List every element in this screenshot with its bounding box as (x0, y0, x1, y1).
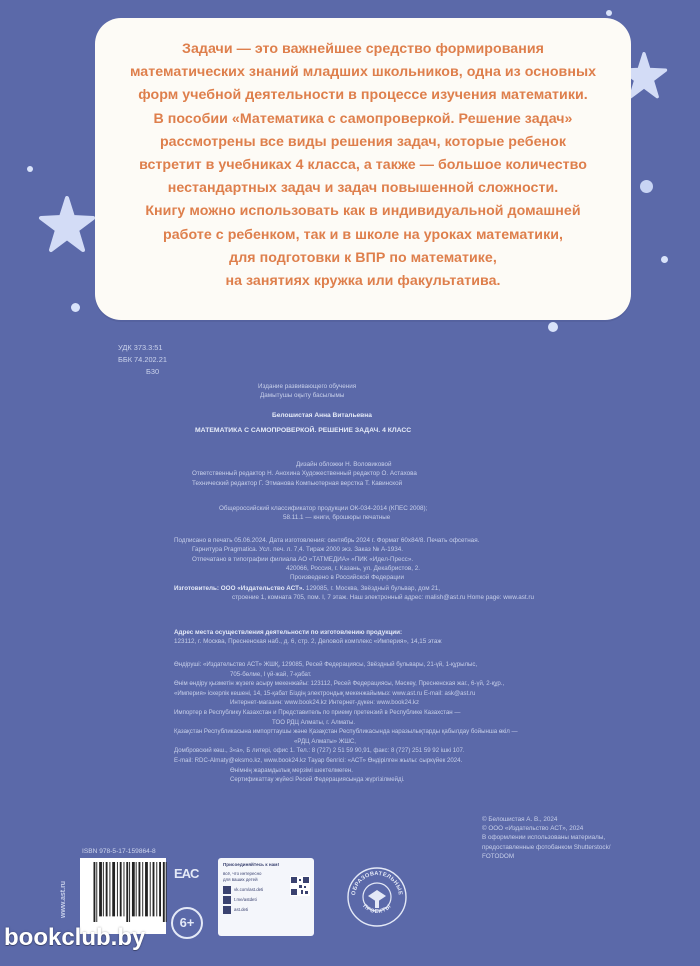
kz-line: Сертификаттау жүйесі Ресей Федерациясында жүргізілмейді. (230, 776, 405, 784)
kz-line: ТОО РДЦ Алматы, г. Алматы. (272, 718, 356, 726)
annotation-line: рассмотрены все виды решения задач, которые ребенок (159, 133, 567, 150)
classification-codes (118, 342, 167, 377)
print-line: Гарнитура Pragmatica. Усл. печ. л. 7,4. Тираж 2000 экз. Заказ № А-1934. (192, 546, 404, 554)
editors: Ответственный редактор Н. Анохина Художественный редактор О. Астахова (192, 470, 417, 478)
social-heading: Присоединяйтесь к нам! (223, 862, 280, 867)
edition-type-kz: Дамытушы оқыту басылымы (260, 392, 345, 400)
kz-line: Өнімнің жарамдылық мерзімі шектелмеген. (230, 766, 353, 774)
kz-info (174, 660, 518, 785)
copyright-note: предоставленные фотобанком Shutterstock/ (482, 843, 611, 851)
social-line: всё, что интересно (223, 871, 262, 876)
print-line: Подписано в печать 05.06.2024. Дата изготовления: сентябрь 2024 г. Формат 60х84/8. Печать офсетная. (174, 537, 480, 544)
annotation-line: Книгу можно использовать как в индивидуальной домашней (145, 203, 581, 220)
edition-type: Издание развивающего обучения (258, 383, 357, 390)
social-line: для ваших детей (223, 877, 258, 882)
telegram-icon (223, 896, 231, 904)
copyright-author: © Белошистая А. В., 2024 (482, 816, 558, 823)
print-line: 420066, Россия, г. Казань, ул. Декабристов, 2. (286, 564, 420, 572)
author-name: Белошистая Анна Витальевна (272, 412, 372, 419)
annotation-line: математических знаний младших школьников, одна из основных (129, 64, 597, 81)
made-in: Произведено в Российской Федерации (290, 574, 405, 582)
production-line: 123112, г. Москва, Пресненская наб., д. 6, стр. 2, Деловой комплекс «Империя», 14,15 этаж (174, 638, 442, 646)
qr-code-icon (290, 876, 310, 896)
annotation-line: для подготовки к ВПР по математике, (229, 249, 497, 266)
educational-projects-seal (346, 866, 408, 928)
isbn: ISBN 978-5-17-159864-8 (82, 848, 156, 855)
annotation-line: на занятиях кружка или факультатива. (225, 273, 501, 290)
annotation-text (95, 38, 631, 293)
kz-line: Өнім өндіру қызметін жүзеге асыру мекенжайы: 123112, Ресей Федерациясы, Мәскеу, Пресненская жаг., 6-үй, 2-құр., (174, 680, 505, 688)
production-address (174, 628, 442, 647)
kz-line: Домбровский көш., 3«а», Б литерi, офис 1. Тел.: 8 (727) 2 51 59 90,91, факс: 8 (727) 251 59 92 ішкі 107. (174, 747, 465, 755)
book-title: МАТЕМАТИКА С САМОПРОВЕРКОЙ. РЕШЕНИЕ ЗАДАЧ. 4 КЛАСС (195, 427, 412, 434)
credits (192, 460, 417, 488)
imprint-header (258, 382, 356, 401)
okpd-info (219, 504, 427, 523)
age-rating-badge: 6+ (171, 907, 203, 939)
seal-bottom-text: ПРОЕКТЫ (361, 903, 393, 916)
manufacturer (174, 584, 534, 603)
kz-line: E-mail: RDC-Almaty@eksmo.kz, www.book24.kz Тауар белгісі: «АСТ» Өндірілген жылы: сыркүйек 2024. (174, 756, 463, 764)
social-panel (218, 858, 314, 936)
kz-line: «РДЦ Алматы» ЖШС, (294, 737, 356, 745)
social-link[interactable]: vk.com/ast.deti (234, 887, 264, 892)
bbk-code: ББК 74.202.21 (118, 354, 167, 364)
decor-dot (27, 166, 33, 172)
annotation-card (95, 18, 631, 320)
annotation-line: Задачи — это важнейшее средство формирования (182, 41, 544, 57)
manufacturer-label: Изготовитель: ООО «Издательство АСТ». (174, 585, 305, 592)
decor-dot (640, 180, 653, 193)
kz-line: Импортер в Республику Казахстан и Представитель по приему претензий в Республике Казахстан — (174, 708, 461, 716)
okpd-line-2: 58.11.1 — книги, брошюры печатные (283, 514, 391, 522)
eac-mark: EAC (174, 866, 199, 881)
cover-design: Дизайн обложки Н. Воловиковой (296, 461, 392, 468)
print-info (174, 536, 479, 582)
copyright-note: В оформлении использованы материалы, (482, 834, 606, 842)
decor-dot (606, 10, 612, 16)
annotation-line: работе с ребенком, так и в школе на уроках математики, (163, 226, 563, 243)
kz-line: Қазақстан Республикасына импорттаушы және Қазақстан Республикасында наразылықтарды қабылдау бойынша өкіл — (174, 728, 518, 736)
author-sign: Б30 (146, 366, 160, 376)
barcode-icon (83, 862, 179, 922)
copyright-block (482, 815, 610, 861)
decor-dot (71, 303, 80, 312)
okpd-line: Общероссийский классификатор продукции ОК-034-2014 (КПЕС 2008); (219, 505, 428, 512)
copyright-publisher: © ООО «Издательство АСТ», 2024 (482, 825, 584, 833)
star-icon (38, 196, 96, 254)
udk-code: УДК 373.3:51 (118, 343, 163, 352)
decor-dot (548, 322, 558, 332)
social-link[interactable]: ast.deti (234, 907, 249, 912)
annotation-line: нестандартных задач и задач повышенной сложности. (167, 180, 559, 197)
kz-line: Өндіруші: «Издательство АСТ» ЖШҚ, 129085, Ресей Федерациясы, Звёздный бульвары, 21-үй, 1-құрылыс, (174, 661, 478, 668)
tech-editors: Технический редактор Г. Этманова Компьютерная верстка Т. Кавинской (192, 479, 403, 487)
manufacturer-address: 129085, г. Москва, Звёздный бульвар, дом 21, (304, 585, 441, 592)
copyright-note: FOTODOM (482, 852, 515, 860)
publisher-url: www.ast.ru (60, 880, 67, 918)
annotation-line: В пособии «Математика с самопроверкой. Решение задач» (153, 110, 573, 127)
print-line: Отпечатано в типографии филиала АО «ТАТМЕДИА» «ПИК «Идел-Пресс». (192, 555, 414, 563)
web-icon (223, 906, 231, 914)
production-label: Адрес места осуществления деятельности по изготовлению продукции: (174, 629, 403, 636)
annotation-line: встретит в учебниках 4 класса, а также — большое количество (139, 157, 587, 174)
seal-top-text: ОБРАЗОВАТЕЛЬНЫЕ (350, 870, 403, 896)
social-link[interactable]: t.me/astdeti (234, 897, 257, 902)
vk-icon (223, 886, 231, 894)
watermark-text: bookclub.by (4, 924, 146, 951)
kz-line: 705-бөлме, I үй-жай, 7-қабат. (230, 670, 312, 678)
kz-line: Интернет-магазин: www.book24.kz Интернет-дүкен: www.book24.kz (230, 699, 420, 707)
kz-line: «Империя» іскерлік кешені, 14, 15-қабат Біздің электрондық мекенжайымыз: www.ast.ru E-mail: ask@ast.ru (174, 689, 476, 697)
annotation-line: форм учебной деятельности в процессе изучения математики. (138, 87, 588, 104)
manufacturer-address-2: строение 1, комната 705, пом. I, 7 этаж. Наш электронный адрес: malish@ast.ru Home page: www.ast.ru (232, 594, 535, 602)
decor-dot (661, 256, 668, 263)
